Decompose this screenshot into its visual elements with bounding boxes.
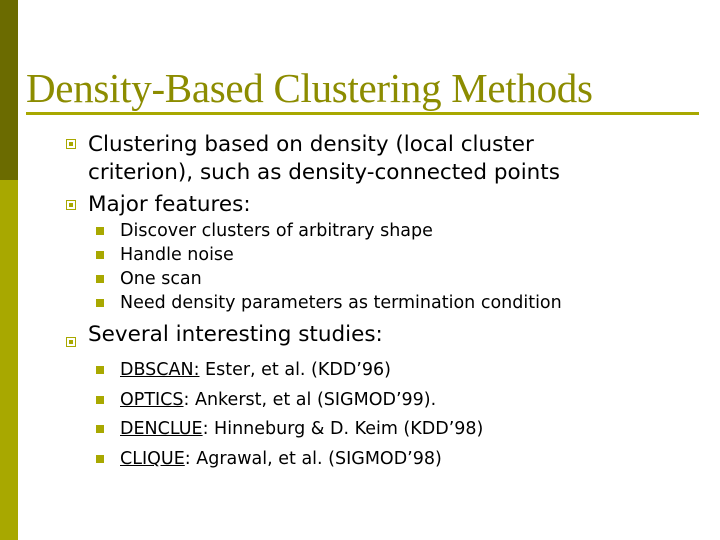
filled-square-bullet-icon <box>96 455 104 463</box>
feature-item: Discover clusters of arbitrary shape <box>120 221 433 241</box>
bullet-3-text: Several interesting studies: <box>88 322 383 347</box>
feature-item: Need density parameters as termination condition <box>120 293 562 313</box>
hollow-square-bullet-icon <box>66 200 76 210</box>
filled-square-bullet-icon <box>96 299 104 307</box>
slide-title: Density-Based Clustering Methods <box>26 65 593 111</box>
filled-square-bullet-icon <box>96 425 104 433</box>
study-citation: : Ankerst, et al (SIGMOD’99). <box>183 390 437 410</box>
study-item-clique <box>120 447 442 471</box>
hollow-square-bullet-icon <box>66 139 76 149</box>
filled-square-bullet-icon <box>96 275 104 283</box>
study-item-dbscan <box>120 358 391 382</box>
study-item-denclue <box>120 417 483 441</box>
study-name-link[interactable]: CLIQUE <box>120 449 185 469</box>
bullet-1-line-1: Clustering based on density (local cluster <box>88 132 534 157</box>
hollow-square-bullet-icon <box>66 337 76 347</box>
study-name-link[interactable]: OPTICS <box>120 390 184 410</box>
filled-square-bullet-icon <box>96 396 104 404</box>
bullet-1-line-2: criterion), such as density-connected points <box>88 160 560 185</box>
study-citation: : Hinneburg & D. Keim (KDD’98) <box>202 419 484 439</box>
filled-square-bullet-icon <box>96 366 104 374</box>
left-accent-bar-dark <box>0 0 18 180</box>
feature-item: Handle noise <box>120 245 234 265</box>
title-underline-rule <box>26 112 699 115</box>
bullet-2-text: Major features: <box>88 192 251 217</box>
study-citation: Ester, et al. (KDD’96) <box>199 360 391 380</box>
study-item-optics <box>120 388 436 412</box>
filled-square-bullet-icon <box>96 227 104 235</box>
filled-square-bullet-icon <box>96 251 104 259</box>
feature-item: One scan <box>120 269 202 289</box>
study-name-link[interactable]: DBSCAN: <box>120 360 200 380</box>
study-name-link[interactable]: DENCLUE <box>120 419 203 439</box>
left-accent-bar-light <box>0 180 18 540</box>
study-citation: : Agrawal, et al. (SIGMOD’98) <box>184 449 442 469</box>
